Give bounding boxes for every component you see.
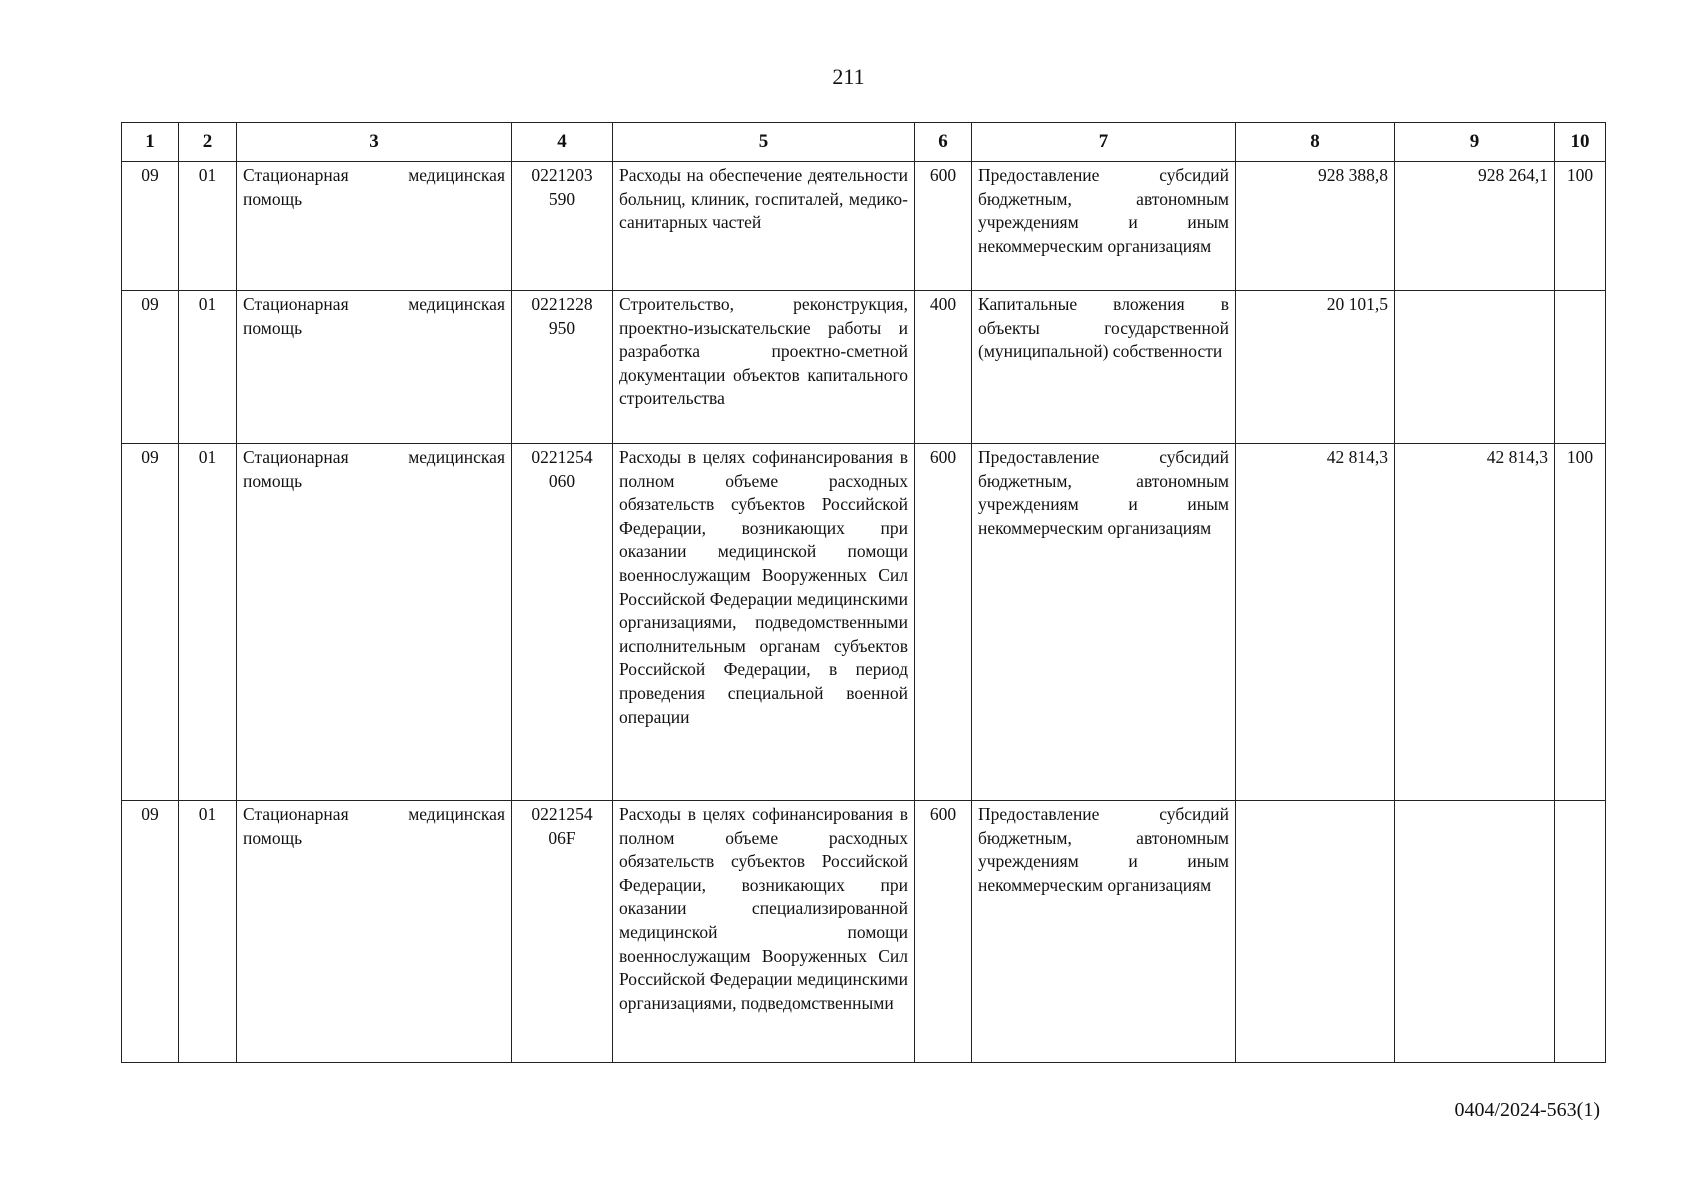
amount-planned: 42 814,3	[1236, 444, 1395, 801]
column-header: 2	[179, 123, 237, 162]
column-header: 1	[122, 123, 179, 162]
amount-executed	[1395, 801, 1555, 1063]
table-row	[122, 162, 1606, 291]
page-number: 211	[832, 64, 865, 89]
target-article-code: 0221254 06F	[512, 801, 613, 1063]
subsection-code: 01	[179, 162, 237, 291]
expense-type-code: 600	[915, 162, 972, 291]
subsection-name: Стационарная медицинская помощь	[237, 162, 512, 291]
column-header: 5	[613, 123, 915, 162]
section-code: 09	[122, 162, 179, 291]
target-article-code: 0221254 060	[512, 444, 613, 801]
column-header: 9	[1395, 123, 1555, 162]
subsection-code: 01	[179, 801, 237, 1063]
expense-type-name: Предоставление субсидий бюджетным, автономным учреждениям и иным некоммерческим организациям	[972, 444, 1236, 801]
table-row	[122, 801, 1606, 1063]
amount-executed	[1395, 291, 1555, 444]
execution-percent: 100	[1555, 162, 1606, 291]
table-row	[122, 291, 1606, 444]
target-article-name: Расходы в целях софинансирования в полном объеме расходных обязательств субъектов Российской Федерации, возникающих при оказании специализированной медицинской помощи военнослужащим Вооруженных Сил Российской Федерации медицинскими организациями, подведомственными	[613, 801, 915, 1063]
amount-planned	[1236, 801, 1395, 1063]
amount-executed: 42 814,3	[1395, 444, 1555, 801]
target-article-code: 0221228 950	[512, 291, 613, 444]
expense-type-name: Капитальные вложения в объекты государственной (муниципальной) собственности	[972, 291, 1236, 444]
column-header: 6	[915, 123, 972, 162]
column-header: 10	[1555, 123, 1606, 162]
amount-executed: 928 264,1	[1395, 162, 1555, 291]
expense-type-name: Предоставление субсидий бюджетным, автономным учреждениям и иным некоммерческим организациям	[972, 801, 1236, 1063]
amount-planned: 928 388,8	[1236, 162, 1395, 291]
header-row	[122, 123, 1606, 162]
table-row	[122, 444, 1606, 801]
target-article-name: Строительство, реконструкция, проектно-изыскательские работы и разработка проектно-сметной документации объектов капитального строительства	[613, 291, 915, 444]
column-header: 4	[512, 123, 613, 162]
document-code: 0404/2024-563(1)	[1454, 1099, 1600, 1121]
expense-type-name: Предоставление субсидий бюджетным, автономным учреждениям и иным некоммерческим организациям	[972, 162, 1236, 291]
column-header: 7	[972, 123, 1236, 162]
execution-percent	[1555, 291, 1606, 444]
subsection-name: Стационарная медицинская помощь	[237, 444, 512, 801]
column-header: 3	[237, 123, 512, 162]
expense-type-code: 600	[915, 444, 972, 801]
section-code: 09	[122, 444, 179, 801]
expense-type-code: 400	[915, 291, 972, 444]
target-article-code: 0221203 590	[512, 162, 613, 291]
section-code: 09	[122, 801, 179, 1063]
target-article-name: Расходы на обеспечение деятельности больниц, клиник, госпиталей, медико-санитарных частей	[613, 162, 915, 291]
column-header: 8	[1236, 123, 1395, 162]
subsection-code: 01	[179, 444, 237, 801]
execution-percent	[1555, 801, 1606, 1063]
budget-table	[121, 122, 1606, 1063]
expense-type-code: 600	[915, 801, 972, 1063]
amount-planned: 20 101,5	[1236, 291, 1395, 444]
section-code: 09	[122, 291, 179, 444]
target-article-name: Расходы в целях софинансирования в полном объеме расходных обязательств субъектов Российской Федерации, возникающих при оказании медицинской помощи военнослужащим Вооруженных Сил Российской Федерации медицинскими организациями, подведомственными исполнительным органам субъектов Российской Федерации, в период проведения специальной военной операции	[613, 444, 915, 801]
subsection-name: Стационарная медицинская помощь	[237, 801, 512, 1063]
subsection-code: 01	[179, 291, 237, 444]
subsection-name: Стационарная медицинская помощь	[237, 291, 512, 444]
execution-percent: 100	[1555, 444, 1606, 801]
